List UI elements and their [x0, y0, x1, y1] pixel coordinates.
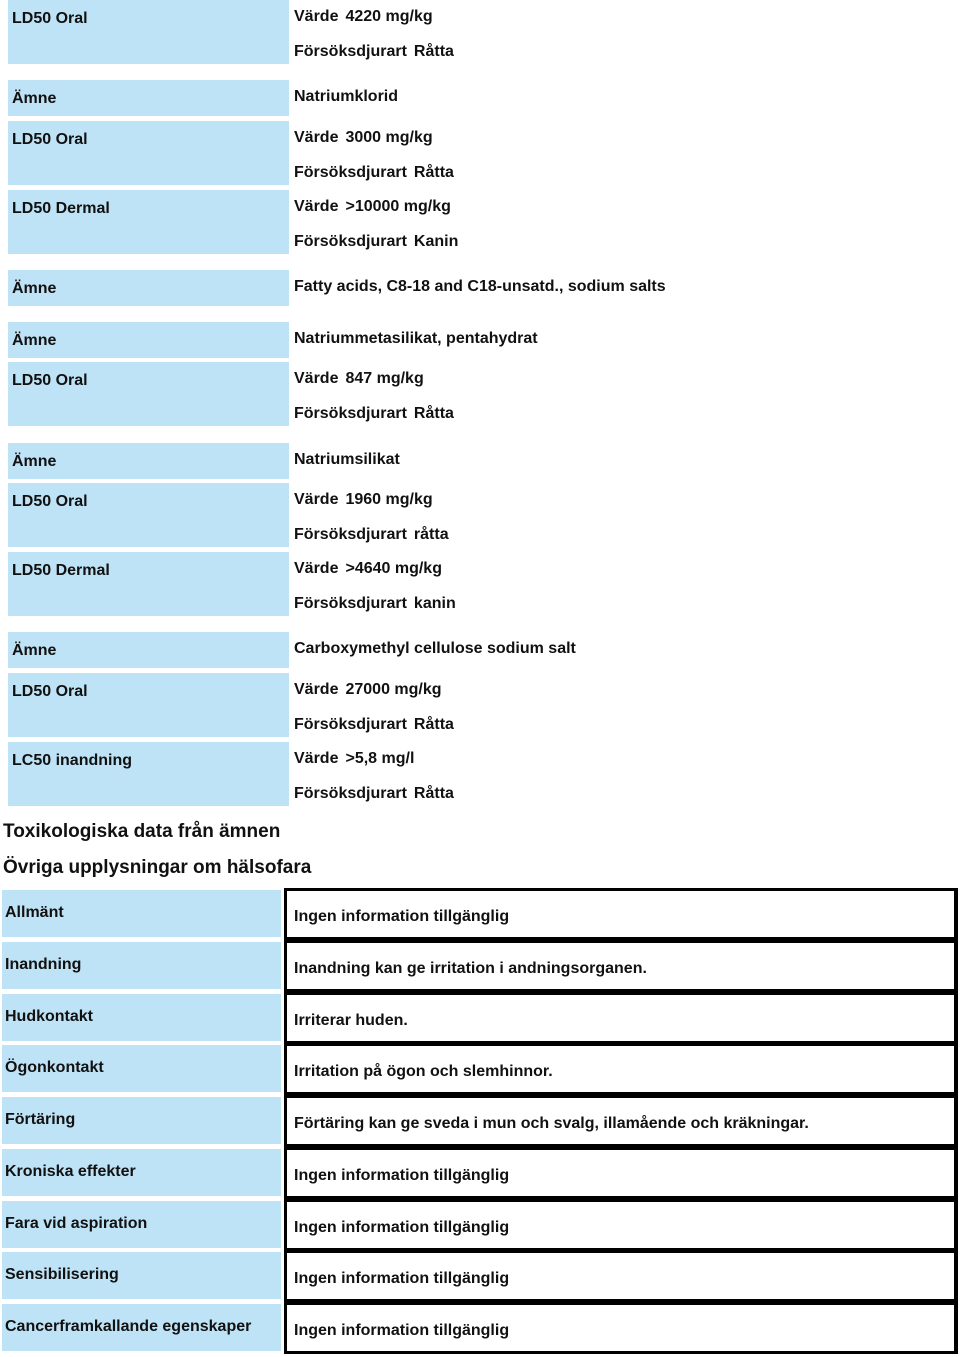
- tox-row-label-cell: [8, 190, 289, 254]
- tox-row-label-cell: [8, 270, 289, 306]
- tox-row: [0, 742, 960, 806]
- tox-row-label: LD50 Oral: [12, 131, 88, 148]
- health-row-label: Inandning: [2, 942, 281, 989]
- health-row-label: Ögonkontakt: [2, 1045, 281, 1092]
- health-row-value: Ingen information tillgänglig: [284, 888, 958, 940]
- health-row: [0, 1250, 960, 1302]
- tox-row: [0, 362, 960, 426]
- tox-row-label: LD50 Oral: [12, 493, 88, 510]
- value-key: Värde: [294, 370, 339, 387]
- value-text: 1960 mg/kg: [345, 491, 433, 508]
- tox-row-label-cell: [8, 362, 289, 426]
- health-row: [0, 992, 960, 1044]
- value-key: Värde: [294, 198, 339, 215]
- tox-row-value-line: [294, 595, 456, 613]
- tox-row-value-line: [294, 526, 449, 544]
- tox-row: [0, 270, 960, 306]
- tox-row-value-line: [294, 491, 433, 509]
- value-text: 27000 mg/kg: [345, 681, 442, 698]
- health-row-label: Förtäring: [2, 1097, 281, 1144]
- health-row-value: Inandning kan ge irritation i andningsorganen.: [284, 940, 958, 992]
- tox-row: [0, 322, 960, 358]
- value-text: >10000 mg/kg: [345, 198, 451, 215]
- tox-row-value-line: [294, 560, 442, 578]
- tox-row-value-line: [294, 8, 433, 26]
- tox-row-value-line: [294, 129, 433, 147]
- value-text: Kanin: [413, 232, 459, 250]
- value-key: Fatty acids, C8-18 and C18-unsatd., sodium salts: [294, 278, 666, 295]
- tox-row-label-cell: [8, 632, 289, 668]
- health-row: [0, 940, 960, 992]
- value-key: Försöksdjurart: [294, 784, 407, 802]
- tox-row-label: LD50 Dermal: [12, 562, 110, 579]
- health-row-label: Fara vid aspiration: [2, 1201, 281, 1248]
- value-key: Försöksdjurart: [294, 232, 407, 250]
- health-row-value: Ingen information tillgänglig: [284, 1147, 958, 1199]
- value-key: Carboxymethyl cellulose sodium salt: [294, 640, 576, 657]
- health-row: [0, 1095, 960, 1147]
- tox-row-label: LD50 Oral: [12, 683, 88, 700]
- value-key: Natriummetasilikat, pentahydrat: [294, 330, 538, 347]
- health-row-value: Irriterar huden.: [284, 992, 958, 1044]
- tox-row: [0, 0, 960, 64]
- value-key: Försöksdjurart: [294, 163, 407, 181]
- heading-tox-data: Toxikologiska data från ämnen: [3, 821, 281, 842]
- value-key: Värde: [294, 681, 339, 698]
- heading-health-info: Övriga upplysningar om hälsofara: [3, 857, 312, 878]
- health-row-value: Ingen information tillgänglig: [284, 1302, 958, 1354]
- value-key: Värde: [294, 560, 339, 577]
- tox-row-label: LC50 inandning: [12, 752, 132, 769]
- tox-row-value-line: [294, 716, 454, 734]
- tox-row-label-cell: [8, 443, 289, 479]
- tox-row: [0, 190, 960, 254]
- health-row-value: Irritation på ögon och slemhinnor.: [284, 1043, 958, 1095]
- value-key: Försöksdjurart: [294, 715, 407, 733]
- value-key: Försöksdjurart: [294, 594, 407, 612]
- value-text: Råtta: [413, 163, 454, 181]
- tox-row-value-line: [294, 88, 405, 106]
- tox-row-value-line: [294, 43, 454, 61]
- health-row-label: Cancerframkallande egenskaper: [2, 1304, 281, 1351]
- health-row: [0, 1043, 960, 1095]
- health-row-value: Ingen information tillgänglig: [284, 1199, 958, 1251]
- tox-row-label: Ämne: [12, 332, 57, 349]
- value-key: Värde: [294, 129, 339, 146]
- health-row: [0, 1199, 960, 1251]
- health-row: [0, 1147, 960, 1199]
- health-row-value: Ingen information tillgänglig: [284, 1250, 958, 1302]
- value-key: Natriumsilikat: [294, 451, 400, 468]
- tox-row-value-line: [294, 785, 454, 803]
- tox-row-label-cell: [8, 0, 289, 64]
- tox-row-label-cell: [8, 742, 289, 806]
- value-text: kanin: [413, 594, 456, 612]
- health-row: [0, 1302, 960, 1354]
- tox-row-label-cell: [8, 552, 289, 616]
- tox-row-value-line: [294, 681, 442, 699]
- tox-row-label: Ämne: [12, 453, 57, 470]
- tox-row-value-line: [294, 370, 424, 388]
- tox-row-value-line: [294, 640, 583, 658]
- value-text: >4640 mg/kg: [345, 560, 442, 577]
- tox-row-label-cell: [8, 121, 289, 185]
- value-key: Värde: [294, 750, 339, 767]
- value-key: Värde: [294, 8, 339, 25]
- value-key: Försöksdjurart: [294, 42, 407, 60]
- tox-row-label: Ämne: [12, 280, 57, 297]
- health-row: [0, 888, 960, 940]
- tox-row-value-line: [294, 330, 545, 348]
- tox-row-label-cell: [8, 322, 289, 358]
- value-key: Natriumklorid: [294, 88, 399, 105]
- value-text: 4220 mg/kg: [345, 8, 433, 25]
- tox-row-value-line: [294, 451, 407, 469]
- tox-row: [0, 552, 960, 616]
- value-text: 3000 mg/kg: [345, 129, 433, 146]
- value-text: råtta: [413, 525, 449, 543]
- tox-row-value-line: [294, 198, 451, 216]
- health-row-label: Hudkontakt: [2, 994, 281, 1041]
- value-text: >5,8 mg/l: [345, 750, 415, 767]
- tox-row: [0, 673, 960, 737]
- tox-row-label-cell: [8, 80, 289, 116]
- value-text: Råtta: [413, 715, 454, 733]
- value-key: Värde: [294, 491, 339, 508]
- tox-row-value-line: [294, 405, 454, 423]
- tox-row-label: Ämne: [12, 642, 57, 659]
- tox-row-value-line: [294, 233, 458, 251]
- tox-row-value-line: [294, 750, 414, 768]
- value-text: Råtta: [413, 404, 454, 422]
- tox-row-value-line: [294, 164, 454, 182]
- tox-row-label-cell: [8, 673, 289, 737]
- tox-row-label: Ämne: [12, 90, 57, 107]
- tox-row: [0, 121, 960, 185]
- value-text: Råtta: [413, 784, 454, 802]
- tox-row-label: LD50 Dermal: [12, 200, 110, 217]
- tox-row-label-cell: [8, 483, 289, 547]
- value-key: Försöksdjurart: [294, 525, 407, 543]
- health-row-value: Förtäring kan ge sveda i mun och svalg, illamående och kräkningar.: [284, 1095, 958, 1147]
- health-row-label: Kroniska effekter: [2, 1149, 281, 1196]
- tox-row-label: LD50 Oral: [12, 372, 88, 389]
- value-key: Försöksdjurart: [294, 404, 407, 422]
- health-row-label: Sensibilisering: [2, 1252, 281, 1299]
- value-text: Råtta: [413, 42, 454, 60]
- health-row-label: Allmänt: [2, 890, 281, 937]
- tox-row: [0, 443, 960, 479]
- tox-row-label: LD50 Oral: [12, 10, 88, 27]
- tox-row: [0, 483, 960, 547]
- tox-row: [0, 632, 960, 668]
- tox-row: [0, 80, 960, 116]
- tox-row-value-line: [294, 278, 673, 296]
- value-text: 847 mg/kg: [345, 370, 424, 387]
